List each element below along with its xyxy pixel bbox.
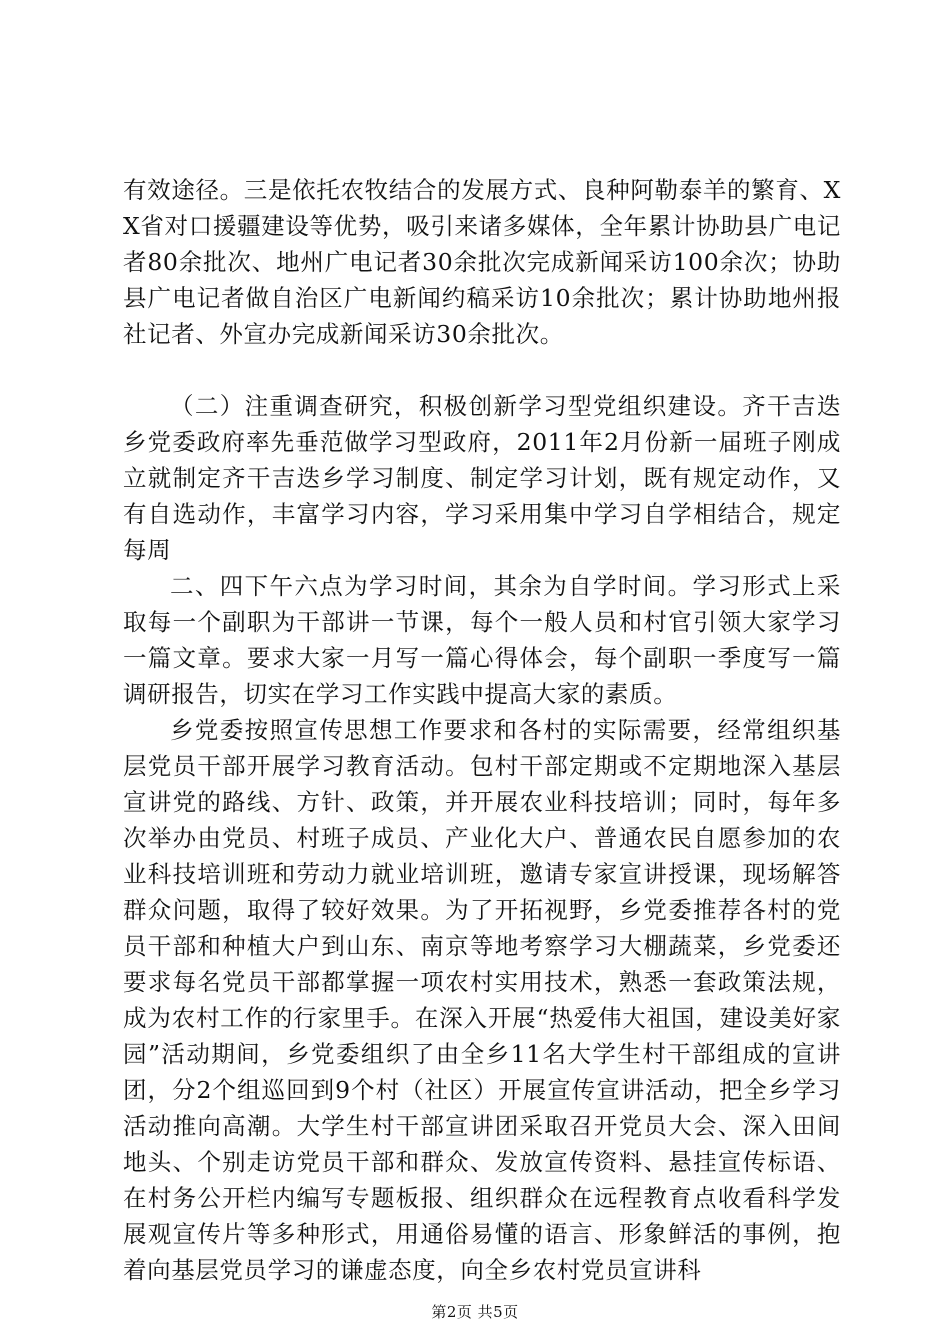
paragraph-study-schedule: 二、四下午六点为学习时间，其余为自学时间。学习形式上采取每一个副职为干部讲一节课，每个一般人员和村官引领大家学习一篇文章。要求大家一月写一篇心得体会，每个副职一季度写一篇调研报告，切实在学习工作实践中提高大家的素质。: [123, 572, 841, 708]
paragraph-continuation: 有效途径。三是依托农牧结合的发展方式、良种阿勒泰羊的繁育、XX省对口援疆建设等优势，吸引来诸多媒体，全年累计协助县广电记者80余批次、地州广电记者30余批次完成新闻采访100余次；协助县广电记者做自治区广电新闻约稿采访10余批次；累计协助地州报社记者、外宣办完成新闻采访30余批次。: [123, 176, 841, 348]
paragraph-party-education: 乡党委按照宣传思想工作要求和各村的实际需要，经常组织基层党员干部开展学习教育活动。包村干部定期或不定期地深入基层宣讲党的路线、方针、政策，并开展农业科技培训；同时，每年多次举办由党员、村班子成员、产业化大户、普通农民自愿参加的农业科技培训班和劳动力就业培训班，邀请专家宣讲授课，现场解答群众问题，取得了较好效果。为了开拓视野，乡党委推荐各村的党员干部和种植大户到山东、南京等地考察学习大棚蔬菜，乡党委还要求每名党员干部都掌握一项农村实用技术，熟悉一套政策法规，成为农村工作的行家里手。在深入开展“热爱伟大祖国，建设美好家园”活动期间，乡党委组织了由全乡11名大学生村干部组成的宣讲团，分2个组巡回到9个村（社区）开展宣传宣讲活动，把全乡学习活动推向高潮。大学生村干部宣讲团采取召开党员大会、深入田间地头、个别走访党员干部和群众、发放宣传资料、悬挂宣传标语、在村务公开栏内编写专题板报、组织群众在远程教育点收看科学发展观宣传片等多种形式，用通俗易懂的语言、形象鲜活的事例，抱着向基层党员学习的谦虚态度，向全乡农村党员宣讲科: [123, 716, 841, 1284]
paragraph-section-two: （二）注重调查研究，积极创新学习型党组织建设。齐干吉迭乡党委政府率先垂范做学习型政府，2011年2月份新一届班子刚成立就制定齐干吉迭乡学习制度、制定学习计划，既有规定动作，又有自选动作，丰富学习内容，学习采用集中学习自学相结合，规定每周: [123, 392, 841, 564]
page-number-footer: 第2页 共5页: [431, 1303, 519, 1321]
document-body: [123, 172, 841, 1288]
